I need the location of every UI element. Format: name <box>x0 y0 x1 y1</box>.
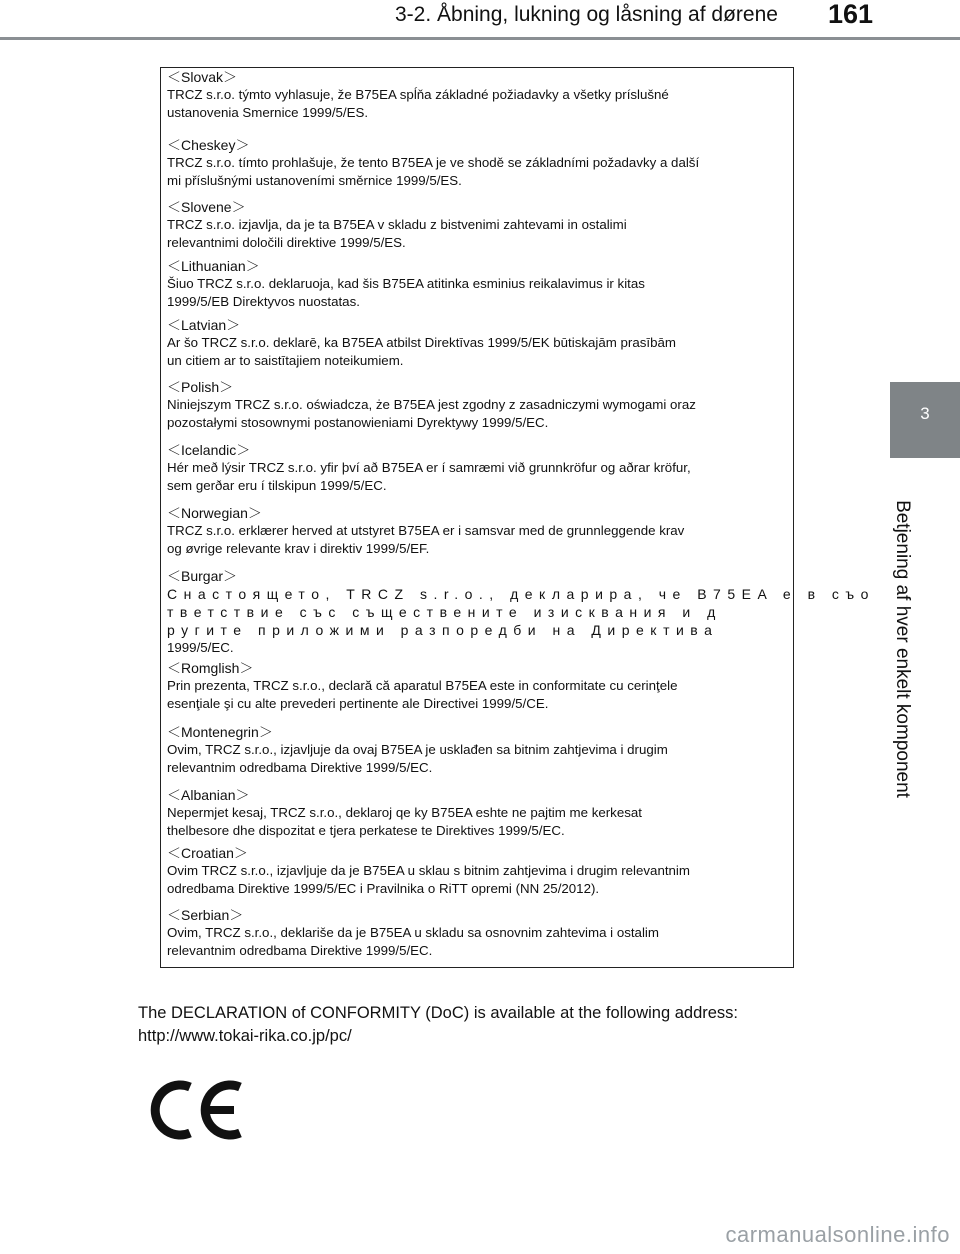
declaration-line: relevantnimi določili direktive 1999/5/ES. <box>167 235 406 250</box>
declaration-line: Ovim, TRCZ s.r.o., izjavljuje da ovaj B75EA je usklađen sa bitnim zahtjevima i drugim <box>167 742 668 757</box>
declaration-line: relevantnim odredbama Direktive 1999/5/EC. <box>167 943 433 958</box>
declaration-line: ругите приложими разпоредби на Директива <box>167 622 719 638</box>
section-title: 3-2. Åbning, lukning og låsning af dørene <box>395 3 778 26</box>
declaration-line: 1999/5/ЕС. <box>167 640 234 655</box>
declaration-norwegian <box>167 504 791 558</box>
declaration-burgar <box>167 567 875 657</box>
declaration-polish <box>167 378 791 432</box>
declaration-line: sem gerðar eru í tilskipun 1999/5/EC. <box>167 478 387 493</box>
declaration-romglish <box>167 659 791 713</box>
language-heading: ＜Albanian＞ <box>167 787 250 803</box>
language-heading: ＜Polish＞ <box>167 379 234 395</box>
declaration-albanian <box>167 786 791 840</box>
declaration-slovak <box>167 68 791 122</box>
language-heading: ＜Latvian＞ <box>167 317 241 333</box>
doc-url[interactable]: http://www.tokai-rika.co.jp/pc/ <box>138 1027 352 1045</box>
header-divider <box>0 37 960 40</box>
declaration-line: mi příslušnými ustanoveními směrnice 1999/5/ES. <box>167 173 462 188</box>
declaration-line: TRCZ s.r.o. tímto prohlašuje, že tento B75EA je ve shodě se základními požadavky a další <box>167 155 700 170</box>
language-heading: ＜Serbian＞ <box>167 907 244 923</box>
declaration-slovene <box>167 198 791 252</box>
language-heading: ＜Cheskey＞ <box>167 137 250 153</box>
declaration-line: 1999/5/EB Direktyvos nuostatas. <box>167 294 360 309</box>
declaration-line: esenţiale şi cu alte prevederi pertinente ale Directivei 1999/5/CE. <box>167 696 549 711</box>
page-header <box>0 0 960 40</box>
declaration-line: thelbesore dhe dispozitat e tjera perkatese te Direktives 1999/5/EC. <box>167 823 565 838</box>
declaration-icelandic <box>167 441 791 495</box>
ce-mark-icon <box>148 1075 248 1145</box>
language-heading: ＜Burgar＞ <box>167 568 238 584</box>
language-heading: ＜Norwegian＞ <box>167 505 262 521</box>
declaration-line: og øvrige relevante krav i direktiv 1999/5/EF. <box>167 541 430 556</box>
declaration-line: тветствие със съществените изисквания и д <box>167 604 722 620</box>
declaration-line: Ar šo TRCZ s.r.o. deklarē, ka B75EA atbilst Direktīvas 1999/5/EK būtiskajām prasībām <box>167 335 676 350</box>
declaration-line: TRCZ s.r.o. erklærer herved at utstyret B75EA er i samsvar med de grunnleggende krav <box>167 523 685 538</box>
declaration-croatian <box>167 844 791 898</box>
language-heading: ＜Montenegrin＞ <box>167 724 273 740</box>
chapter-title-vertical <box>862 474 942 824</box>
declaration-latvian <box>167 316 791 370</box>
declaration-line: un citiem ar to saistītajiem noteikumiem. <box>167 353 404 368</box>
chapter-title: Betjening af hver enkelt komponent <box>892 500 913 798</box>
declaration-line: pozostałymi stosownymi postanowieniami Dyrektywy 1999/5/EC. <box>167 415 549 430</box>
declaration-line: odredbama Direktive 1999/5/EC i Pravilnika o RiTT opremi (NN 25/2012). <box>167 881 600 896</box>
language-heading: ＜Lithuanian＞ <box>167 258 260 274</box>
doc-statement: The DECLARATION of CONFORMITY (DoC) is available at the following address: <box>138 1004 739 1022</box>
watermark: carmanualsonline.info <box>725 1222 950 1247</box>
declaration-line: Снастоящето, TRCZ s.r.o., декларира, че B75EA е в съо <box>167 586 875 602</box>
declaration-line: TRCZ s.r.o. týmto vyhlasuje, že B75EA spĺňa základné požiadavky a všetky príslušné <box>167 87 669 102</box>
declaration-line: Prin prezenta, TRCZ s.r.o., declară că aparatul B75EA este in conformitate cu cerinţele <box>167 678 678 693</box>
declaration-serbian <box>167 906 791 960</box>
language-heading: ＜Slovene＞ <box>167 199 246 215</box>
declaration-line: Niniejszym TRCZ s.r.o. oświadcza, że B75EA jest zgodny z zasadniczymi wymogami oraz <box>167 397 696 412</box>
declaration-line: Hér með lýsir TRCZ s.r.o. yfir því að B75EA er í samræmi við grunnkröfur og aðrar kröfur, <box>167 460 691 475</box>
chapter-tab <box>890 382 960 458</box>
doc-availability <box>138 1002 738 1048</box>
declaration-line: Nepermjet kesaj, TRCZ s.r.o., deklaroj qe ky B75EA eshte ne pajtim me kerkesat <box>167 805 642 820</box>
declaration-lithuanian <box>167 257 791 311</box>
declaration-line: Šiuo TRCZ s.r.o. deklaruoja, kad šis B75EA atitinka esminius reikalavimus ir kitas <box>167 276 645 291</box>
page-number: 161 <box>828 0 874 29</box>
language-heading: ＜Romglish＞ <box>167 660 254 676</box>
chapter-number: 3 <box>920 404 930 423</box>
declaration-line: Ovim TRCZ s.r.o., izjavljuje da je B75EA u sklau s bitnim zahtjevima i drugim relevantnim <box>167 863 690 878</box>
declaration-line: relevantnim odredbama Direktive 1999/5/EC. <box>167 760 433 775</box>
declaration-line: TRCZ s.r.o. izjavlja, da je ta B75EA v skladu z bistvenimi zahtevami in ostalimi <box>167 217 627 232</box>
language-heading: ＜Icelandic＞ <box>167 442 251 458</box>
language-heading: ＜Croatian＞ <box>167 845 248 861</box>
declaration-line: ustanovenia Smernice 1999/5/ES. <box>167 105 369 120</box>
language-heading: ＜Slovak＞ <box>167 69 238 85</box>
declaration-box <box>160 67 875 968</box>
declaration-cheskey <box>167 136 791 190</box>
declaration-line: Ovim, TRCZ s.r.o., deklariše da je B75EA u skladu sa osnovnim zahtevima i ostalim <box>167 925 659 940</box>
declaration-montenegrin <box>167 723 791 777</box>
